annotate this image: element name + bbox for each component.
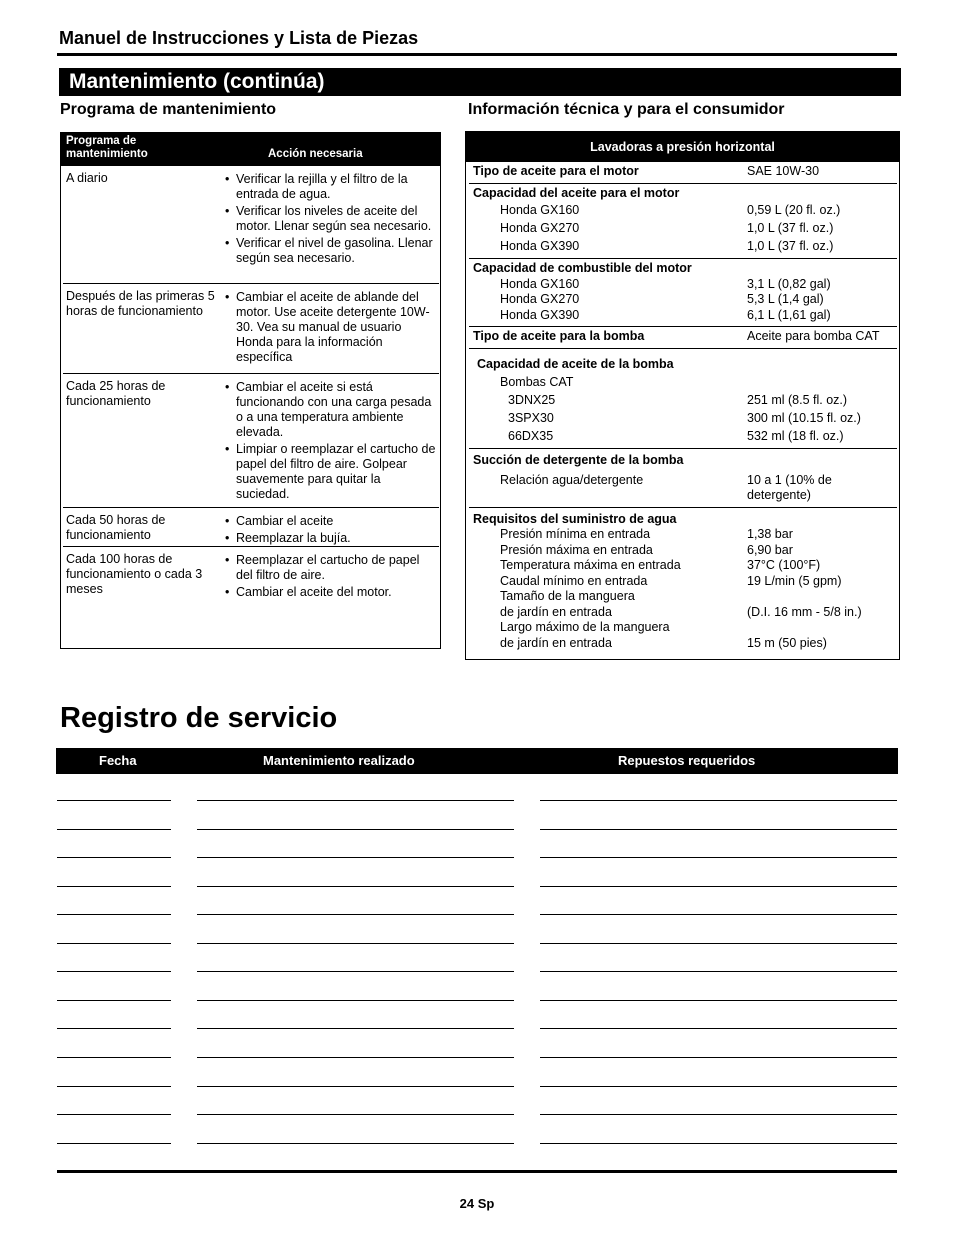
parts-entry-line[interactable] (540, 829, 897, 830)
spec-value: Aceite para bomba CAT (747, 329, 880, 343)
parts-entry-line[interactable] (540, 943, 897, 944)
service-log-header (56, 748, 898, 774)
spec-value: 10 a 1 (10% de (747, 472, 832, 487)
work-col-header: Mantenimiento realizado (263, 753, 415, 768)
detergent-section (469, 449, 897, 508)
spec-label: Capacidad del aceite para el motor (473, 185, 680, 200)
spec-value: 5,3 L (1,4 gal) (747, 292, 824, 306)
spec-value: 532 ml (18 fl. oz.) (747, 428, 844, 443)
action-col-header: Acción necesaria (268, 148, 363, 160)
parts-entry-line[interactable] (540, 1028, 897, 1029)
schedule-row (63, 284, 439, 374)
date-entry-line[interactable] (57, 971, 171, 972)
parts-entry-line[interactable] (540, 886, 897, 887)
spec-item: Honda GX270 (500, 221, 580, 235)
spec-item: 3DNX25 (508, 392, 556, 407)
spec-value: SAE 10W-30 (747, 164, 820, 178)
schedule-heading: Programa de mantenimiento (60, 101, 277, 118)
date-entry-line[interactable] (57, 914, 171, 915)
work-entry-line[interactable] (197, 943, 514, 944)
spec-item: Bombas CAT (500, 374, 574, 389)
page-number: 24 Sp (459, 1196, 495, 1211)
spec-item: Presión mínima en entrada (500, 527, 651, 541)
spec-label: Capacidad de aceite de la bomba (477, 356, 674, 371)
action-item: • Cambiar el aceite (224, 514, 436, 529)
parts-entry-line[interactable] (540, 800, 897, 801)
date-entry-line[interactable] (57, 1057, 171, 1058)
engine-oil-type-section (469, 162, 897, 184)
spec-item: Honda GX390 (500, 307, 580, 322)
work-entry-line[interactable] (197, 914, 514, 915)
schedule-row (63, 547, 439, 647)
date-entry-line[interactable] (57, 857, 171, 858)
work-entry-line[interactable] (197, 1086, 514, 1087)
date-entry-line[interactable] (57, 886, 171, 887)
work-entry-line[interactable] (197, 971, 514, 972)
fuel-capacity-section (469, 259, 897, 327)
parts-entry-line[interactable] (540, 1000, 897, 1001)
schedule-when: Después de las primeras 5 horas de funcionamiento (66, 289, 215, 318)
schedule-when: Cada 50 horas de funcionamiento (66, 513, 166, 542)
spec-item: Presión máxima en entrada (500, 542, 653, 557)
maintenance-schedule-table (60, 132, 441, 649)
parts-col-header: Repuestos requeridos (618, 753, 756, 768)
parts-entry-line[interactable] (540, 1086, 897, 1087)
schedule-table-header (61, 133, 440, 166)
work-entry-line[interactable] (197, 1028, 514, 1029)
spec-item: Largo máximo de la manguera (500, 620, 670, 634)
spec-value: 6,1 L (1,61 gal) (747, 307, 831, 322)
engine-oil-capacity-section (469, 184, 897, 260)
action-item: • Limpiar o reemplazar el cartucho de papel del filtro de aire. Golpear suavemente para quitar la suciedad. (224, 442, 436, 502)
date-entry-line[interactable] (57, 1000, 171, 1001)
spec-value: 3,1 L (0,82 gal) (747, 276, 831, 291)
parts-entry-line[interactable] (540, 971, 897, 972)
spec-label: Capacidad de combustible del motor (473, 261, 692, 275)
spec-value: 251 ml (8.5 fl. oz.) (747, 392, 848, 407)
schedule-col-header: Programa de mantenimiento (66, 135, 148, 160)
spec-item: Relación agua/detergente (500, 472, 644, 487)
pump-oil-type-section (469, 327, 897, 349)
schedule-row (63, 508, 439, 547)
technical-info-table (465, 131, 900, 660)
date-entry-line[interactable] (57, 829, 171, 830)
tech-heading: Información técnica y para el consumidor (468, 101, 785, 118)
action-list (224, 514, 436, 548)
action-item: • Reemplazar el cartucho de papel del filtro de aire. (224, 553, 436, 583)
water-supply-section (469, 508, 897, 655)
spec-value: 1,38 bar (747, 527, 793, 541)
work-entry-line[interactable] (197, 1114, 514, 1115)
parts-entry-line[interactable] (540, 857, 897, 858)
date-entry-line[interactable] (57, 1086, 171, 1087)
manual-title: Manuel de Instrucciones y Lista de Piezas (59, 28, 419, 48)
schedule-row (63, 374, 439, 508)
spec-value: 6,90 bar (747, 542, 793, 557)
spec-item: Honda GX160 (500, 203, 580, 217)
schedule-when: A diario (66, 171, 108, 185)
footer-rule (57, 1170, 897, 1173)
section-title: Mantenimiento (continúa) (59, 68, 901, 96)
action-item: • Cambiar el aceite de ablande del motor. Use aceite detergente 10W-30. Vea su manual de usuario Honda para la información específica (224, 290, 436, 365)
action-list (224, 290, 436, 367)
action-item: • Verificar el nivel de gasolina. Llenar según sea necesario. (224, 236, 436, 266)
spec-item: Caudal mínimo en entrada (500, 573, 648, 588)
date-entry-line[interactable] (57, 1143, 171, 1144)
spec-label: Succión de detergente de la bomba (473, 452, 684, 467)
spec-value: 0,59 L (20 fl. oz.) (747, 203, 841, 217)
date-col-header: Fecha (99, 753, 137, 768)
spec-value: (D.I. 16 mm - 5/8 in.) (747, 604, 862, 619)
spec-item: de jardín en entrada (500, 604, 612, 619)
schedule-when: Cada 100 horas de funcionamiento o cada 3 meses (66, 552, 203, 596)
service-log-title: Registro de servicio (60, 702, 338, 734)
spec-item: 66DX35 (508, 428, 554, 443)
spec-item: Honda GX390 (500, 239, 580, 253)
action-item: • Cambiar el aceite del motor. (224, 585, 436, 600)
spec-value: detergente) (747, 488, 811, 502)
action-item: • Cambiar el aceite si está funcionando con una carga pesada o a una temperatura ambiente elevada. (224, 380, 436, 440)
spec-value: 1,0 L (37 fl. oz.) (747, 221, 834, 235)
parts-entry-line[interactable] (540, 1143, 897, 1144)
work-entry-line[interactable] (197, 1143, 514, 1144)
spec-label: Tipo de aceite para el motor (473, 164, 639, 178)
header-rule (57, 53, 897, 56)
pump-oil-capacity-section (469, 349, 897, 449)
spec-item: Temperatura máxima en entrada (500, 558, 681, 572)
spec-value: 15 m (50 pies) (747, 635, 827, 650)
schedule-row (63, 166, 439, 284)
spec-item: de jardín en entrada (500, 635, 612, 650)
spec-label: Tipo de aceite para la bomba (473, 329, 645, 343)
work-entry-line[interactable] (197, 1057, 514, 1058)
work-entry-line[interactable] (197, 829, 514, 830)
work-entry-line[interactable] (197, 886, 514, 887)
action-list (224, 172, 436, 268)
spec-item: Honda GX160 (500, 276, 580, 291)
parts-entry-line[interactable] (540, 1057, 897, 1058)
date-entry-line[interactable] (57, 800, 171, 801)
action-list (224, 380, 436, 504)
parts-entry-line[interactable] (540, 1114, 897, 1115)
tech-table-header: Lavadoras a presión horizontal (466, 132, 899, 162)
spec-item: 3SPX30 (508, 410, 554, 425)
spec-value: 19 L/min (5 gpm) (747, 573, 842, 588)
parts-entry-line[interactable] (540, 914, 897, 915)
spec-item: Honda GX270 (500, 292, 580, 306)
date-entry-line[interactable] (57, 1028, 171, 1029)
spec-value: 37°C (100°F) (747, 558, 821, 572)
action-list (224, 553, 436, 602)
work-entry-line[interactable] (197, 800, 514, 801)
work-entry-line[interactable] (197, 857, 514, 858)
work-entry-line[interactable] (197, 1000, 514, 1001)
spec-value: 1,0 L (37 fl. oz.) (747, 239, 834, 253)
spec-item: Tamaño de la manguera (500, 589, 635, 603)
action-item: • Reemplazar la bujía. (224, 531, 436, 546)
action-item: • Verificar la rejilla y el filtro de la entrada de agua. (224, 172, 436, 202)
date-entry-line[interactable] (57, 1114, 171, 1115)
schedule-when: Cada 25 horas de funcionamiento (66, 379, 166, 408)
action-item: • Verificar los niveles de aceite del motor. Llenar según sea necesario. (224, 204, 436, 234)
spec-label: Requisitos del suministro de agua (473, 511, 677, 526)
spec-value: 300 ml (10.15 fl. oz.) (747, 410, 861, 425)
date-entry-line[interactable] (57, 943, 171, 944)
